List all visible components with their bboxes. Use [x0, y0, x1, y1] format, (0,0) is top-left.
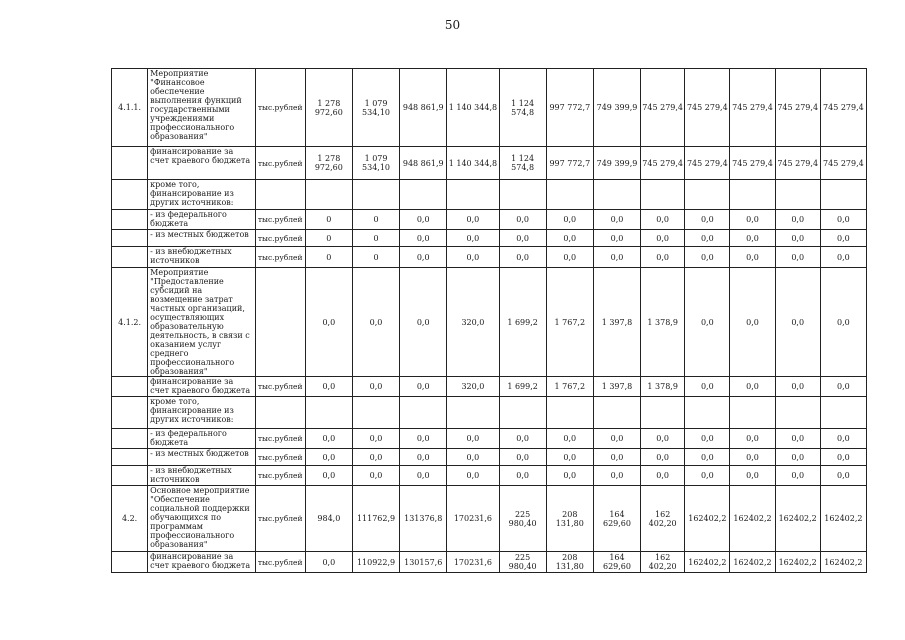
value-cell — [499, 180, 546, 210]
value-cell: 0 — [305, 230, 352, 247]
row-description: - из федерального бюджета — [148, 210, 255, 230]
value-cell: 997 772,7 — [546, 69, 593, 147]
value-cell: 0,0 — [730, 210, 775, 230]
value-cell: 225 980,40 — [499, 486, 546, 552]
value-cell: 0,0 — [499, 466, 546, 486]
value-cell: 162402,2 — [685, 486, 730, 552]
value-cell: 745 279,4 — [641, 147, 685, 180]
row-number: 4.1.1. — [112, 69, 148, 147]
value-cell: 745 279,4 — [820, 147, 866, 180]
value-cell: 0,0 — [820, 429, 866, 449]
value-cell — [546, 397, 593, 429]
row-description: - из федерального бюджета — [148, 429, 255, 449]
value-cell: 162 402,20 — [641, 552, 685, 573]
value-cell: 162402,2 — [685, 552, 730, 573]
value-cell: 1 378,9 — [641, 377, 685, 397]
value-cell: 0,0 — [305, 466, 352, 486]
value-cell: 0,0 — [447, 210, 499, 230]
value-cell: 0,0 — [641, 429, 685, 449]
value-cell: 745 279,4 — [730, 147, 775, 180]
value-cell: 0,0 — [820, 268, 866, 377]
budget-table-body — [112, 69, 867, 573]
value-cell: 162402,2 — [820, 552, 866, 573]
value-cell: 0,0 — [546, 210, 593, 230]
value-cell: 0,0 — [447, 230, 499, 247]
value-cell: 0 — [352, 247, 399, 268]
table-row — [112, 466, 867, 486]
row-number — [112, 210, 148, 230]
row-number: 4.1.2. — [112, 268, 148, 377]
value-cell: 0 — [305, 247, 352, 268]
value-cell: 0,0 — [593, 466, 640, 486]
value-cell — [775, 180, 820, 210]
value-cell: 0,0 — [730, 449, 775, 466]
value-cell: 0,0 — [730, 429, 775, 449]
table-row — [112, 377, 867, 397]
value-cell — [305, 397, 352, 429]
row-description: - из местных бюджетов — [148, 449, 255, 466]
value-cell — [447, 397, 499, 429]
value-cell: 0 — [305, 210, 352, 230]
value-cell: 0,0 — [305, 552, 352, 573]
value-cell — [593, 180, 640, 210]
value-cell: 1 278 972,60 — [305, 69, 352, 147]
value-cell: 0,0 — [400, 210, 447, 230]
value-cell: 0,0 — [685, 268, 730, 377]
value-cell: 0,0 — [820, 247, 866, 268]
value-cell: 0,0 — [352, 429, 399, 449]
value-cell: 164 629,60 — [593, 486, 640, 552]
row-number: 4.2. — [112, 486, 148, 552]
value-cell: 1 767,2 — [546, 268, 593, 377]
value-cell: 749 399,9 — [593, 147, 640, 180]
value-cell: 0,0 — [820, 466, 866, 486]
budget-table — [111, 68, 867, 573]
value-cell: 0,0 — [820, 230, 866, 247]
value-cell: 225 980,40 — [499, 552, 546, 573]
value-cell: 0,0 — [775, 449, 820, 466]
value-cell: 0,0 — [775, 210, 820, 230]
value-cell: 0,0 — [820, 377, 866, 397]
value-cell: 745 279,4 — [775, 69, 820, 147]
value-cell: 0,0 — [305, 268, 352, 377]
value-cell: 0,0 — [593, 429, 640, 449]
value-cell: 0,0 — [685, 449, 730, 466]
value-cell: 162402,2 — [730, 486, 775, 552]
row-description: кроме того, финансирование из других источников: — [148, 397, 255, 429]
value-cell: 0,0 — [775, 230, 820, 247]
value-cell: 0,0 — [593, 210, 640, 230]
value-cell: 320,0 — [447, 377, 499, 397]
value-cell: 0,0 — [546, 466, 593, 486]
value-cell: 745 279,4 — [730, 69, 775, 147]
value-cell: 0,0 — [685, 247, 730, 268]
value-cell: 0,0 — [499, 210, 546, 230]
value-cell: 0,0 — [305, 449, 352, 466]
value-cell: 984,0 — [305, 486, 352, 552]
row-unit: тыс.рублей — [255, 230, 305, 247]
value-cell: 749 399,9 — [593, 69, 640, 147]
value-cell — [447, 180, 499, 210]
value-cell: 0,0 — [685, 466, 730, 486]
row-unit — [255, 268, 305, 377]
table-row — [112, 429, 867, 449]
value-cell: 162402,2 — [820, 486, 866, 552]
value-cell: 997 772,7 — [546, 147, 593, 180]
value-cell: 948 861,9 — [400, 69, 447, 147]
value-cell: 162 402,20 — [641, 486, 685, 552]
row-description: Мероприятие "Предоставление субсидий на возмещение затрат частных организаций, осуществляющих образовательную деятельность, в связи с оказанием услуг среднего профессионального образования" — [148, 268, 255, 377]
value-cell: 0,0 — [352, 449, 399, 466]
row-number — [112, 180, 148, 210]
value-cell: 0,0 — [546, 449, 593, 466]
value-cell — [820, 397, 866, 429]
value-cell: 0,0 — [593, 247, 640, 268]
row-unit: тыс.рублей — [255, 552, 305, 573]
value-cell — [641, 180, 685, 210]
value-cell — [546, 180, 593, 210]
value-cell: 0,0 — [447, 449, 499, 466]
value-cell: 0,0 — [499, 429, 546, 449]
value-cell: 0,0 — [546, 230, 593, 247]
value-cell: 0,0 — [400, 230, 447, 247]
value-cell: 745 279,4 — [775, 147, 820, 180]
row-number — [112, 397, 148, 429]
value-cell: 1 140 344,8 — [447, 69, 499, 147]
value-cell: 162402,2 — [775, 486, 820, 552]
value-cell: 0,0 — [641, 230, 685, 247]
row-unit: тыс.рублей — [255, 429, 305, 449]
table-row — [112, 210, 867, 230]
row-description: финансирование за счет краевого бюджета — [148, 377, 255, 397]
row-unit — [255, 180, 305, 210]
value-cell: 1 378,9 — [641, 268, 685, 377]
value-cell: 170231,6 — [447, 552, 499, 573]
row-number — [112, 552, 148, 573]
table-row — [112, 449, 867, 466]
value-cell: 0,0 — [685, 230, 730, 247]
value-cell: 0,0 — [775, 377, 820, 397]
row-unit: тыс.рублей — [255, 147, 305, 180]
value-cell: 0,0 — [400, 429, 447, 449]
value-cell: 0,0 — [305, 377, 352, 397]
table-row — [112, 552, 867, 573]
page-number: 50 — [444, 18, 461, 32]
value-cell: 745 279,4 — [685, 69, 730, 147]
value-cell: 170231,6 — [447, 486, 499, 552]
value-cell: 0 — [352, 230, 399, 247]
row-description: Основное мероприятие "Обеспечение социальной поддержки обучающихся по программам профессионального образования" — [148, 486, 255, 552]
value-cell: 0,0 — [730, 466, 775, 486]
value-cell: 164 629,60 — [593, 552, 640, 573]
table-row — [112, 268, 867, 377]
table-row — [112, 397, 867, 429]
value-cell: 0,0 — [593, 449, 640, 466]
value-cell: 208 131,80 — [546, 552, 593, 573]
value-cell: 0,0 — [775, 466, 820, 486]
value-cell — [400, 397, 447, 429]
row-unit: тыс.рублей — [255, 449, 305, 466]
value-cell — [730, 180, 775, 210]
value-cell: 1 397,8 — [593, 377, 640, 397]
value-cell: 320,0 — [447, 268, 499, 377]
value-cell: 0,0 — [775, 247, 820, 268]
row-unit: тыс.рублей — [255, 69, 305, 147]
value-cell: 1 278 972,60 — [305, 147, 352, 180]
value-cell: 0,0 — [685, 377, 730, 397]
value-cell: 745 279,4 — [820, 69, 866, 147]
row-number — [112, 377, 148, 397]
value-cell: 0,0 — [352, 268, 399, 377]
value-cell: 745 279,4 — [641, 69, 685, 147]
table-row — [112, 180, 867, 210]
value-cell: 131376,8 — [400, 486, 447, 552]
value-cell: 0,0 — [820, 449, 866, 466]
value-cell: 110922,9 — [352, 552, 399, 573]
row-unit: тыс.рублей — [255, 377, 305, 397]
value-cell — [775, 397, 820, 429]
row-unit — [255, 397, 305, 429]
value-cell: 0,0 — [593, 230, 640, 247]
value-cell: 1 079 534,10 — [352, 69, 399, 147]
row-description: финансирование за счет краевого бюджета — [148, 147, 255, 180]
row-number — [112, 147, 148, 180]
row-number — [112, 230, 148, 247]
value-cell: 162402,2 — [775, 552, 820, 573]
value-cell: 0,0 — [641, 247, 685, 268]
value-cell — [499, 397, 546, 429]
row-unit: тыс.рублей — [255, 210, 305, 230]
table-row — [112, 486, 867, 552]
value-cell: 0,0 — [305, 429, 352, 449]
value-cell: 745 279,4 — [685, 147, 730, 180]
table-row — [112, 230, 867, 247]
value-cell: 0,0 — [499, 449, 546, 466]
value-cell: 0,0 — [499, 247, 546, 268]
value-cell: 0,0 — [730, 247, 775, 268]
row-description: кроме того, финансирование из других источников: — [148, 180, 255, 210]
value-cell: 0,0 — [641, 449, 685, 466]
value-cell: 1 699,2 — [499, 268, 546, 377]
value-cell: 0,0 — [400, 449, 447, 466]
value-cell: 130157,6 — [400, 552, 447, 573]
row-number — [112, 449, 148, 466]
value-cell: 0,0 — [400, 247, 447, 268]
value-cell: 111762,9 — [352, 486, 399, 552]
row-unit: тыс.рублей — [255, 486, 305, 552]
value-cell: 0,0 — [499, 230, 546, 247]
value-cell: 0,0 — [730, 230, 775, 247]
row-description: Мероприятие "Финансовое обеспечение выполнения функций государственными учреждениями профессионального образования" — [148, 69, 255, 147]
value-cell — [685, 180, 730, 210]
table-row — [112, 69, 867, 147]
value-cell — [593, 397, 640, 429]
value-cell: 1 079 534,10 — [352, 147, 399, 180]
row-number — [112, 429, 148, 449]
value-cell: 0,0 — [775, 429, 820, 449]
value-cell: 1 397,8 — [593, 268, 640, 377]
row-number — [112, 466, 148, 486]
value-cell: 0,0 — [546, 429, 593, 449]
value-cell: 948 861,9 — [400, 147, 447, 180]
value-cell — [352, 397, 399, 429]
value-cell: 0,0 — [447, 429, 499, 449]
row-description: - из внебюджетных источников — [148, 247, 255, 268]
value-cell — [305, 180, 352, 210]
row-description: - из местных бюджетов — [148, 230, 255, 247]
value-cell: 1 124 574,8 — [499, 69, 546, 147]
value-cell: 0,0 — [775, 268, 820, 377]
value-cell: 0,0 — [730, 268, 775, 377]
value-cell: 0 — [352, 210, 399, 230]
value-cell: 0,0 — [685, 429, 730, 449]
value-cell: 0,0 — [352, 466, 399, 486]
row-number — [112, 247, 148, 268]
row-description: - из внебюджетных источников — [148, 466, 255, 486]
row-description: финансирование за счет краевого бюджета — [148, 552, 255, 573]
value-cell — [352, 180, 399, 210]
value-cell: 1 124 574,8 — [499, 147, 546, 180]
value-cell: 1 767,2 — [546, 377, 593, 397]
row-unit: тыс.рублей — [255, 466, 305, 486]
value-cell: 0,0 — [730, 377, 775, 397]
table-row — [112, 247, 867, 268]
value-cell: 0,0 — [447, 247, 499, 268]
value-cell: 0,0 — [546, 247, 593, 268]
value-cell — [730, 397, 775, 429]
value-cell: 0,0 — [685, 210, 730, 230]
value-cell: 0,0 — [820, 210, 866, 230]
value-cell: 0,0 — [447, 466, 499, 486]
value-cell — [641, 397, 685, 429]
value-cell: 0,0 — [400, 268, 447, 377]
table-row — [112, 147, 867, 180]
value-cell: 1 699,2 — [499, 377, 546, 397]
value-cell: 0,0 — [400, 466, 447, 486]
value-cell: 1 140 344,8 — [447, 147, 499, 180]
value-cell — [685, 397, 730, 429]
value-cell: 162402,2 — [730, 552, 775, 573]
value-cell: 208 131,80 — [546, 486, 593, 552]
value-cell — [400, 180, 447, 210]
value-cell — [820, 180, 866, 210]
value-cell: 0,0 — [352, 377, 399, 397]
value-cell: 0,0 — [641, 466, 685, 486]
value-cell: 0,0 — [400, 377, 447, 397]
value-cell: 0,0 — [641, 210, 685, 230]
row-unit: тыс.рублей — [255, 247, 305, 268]
